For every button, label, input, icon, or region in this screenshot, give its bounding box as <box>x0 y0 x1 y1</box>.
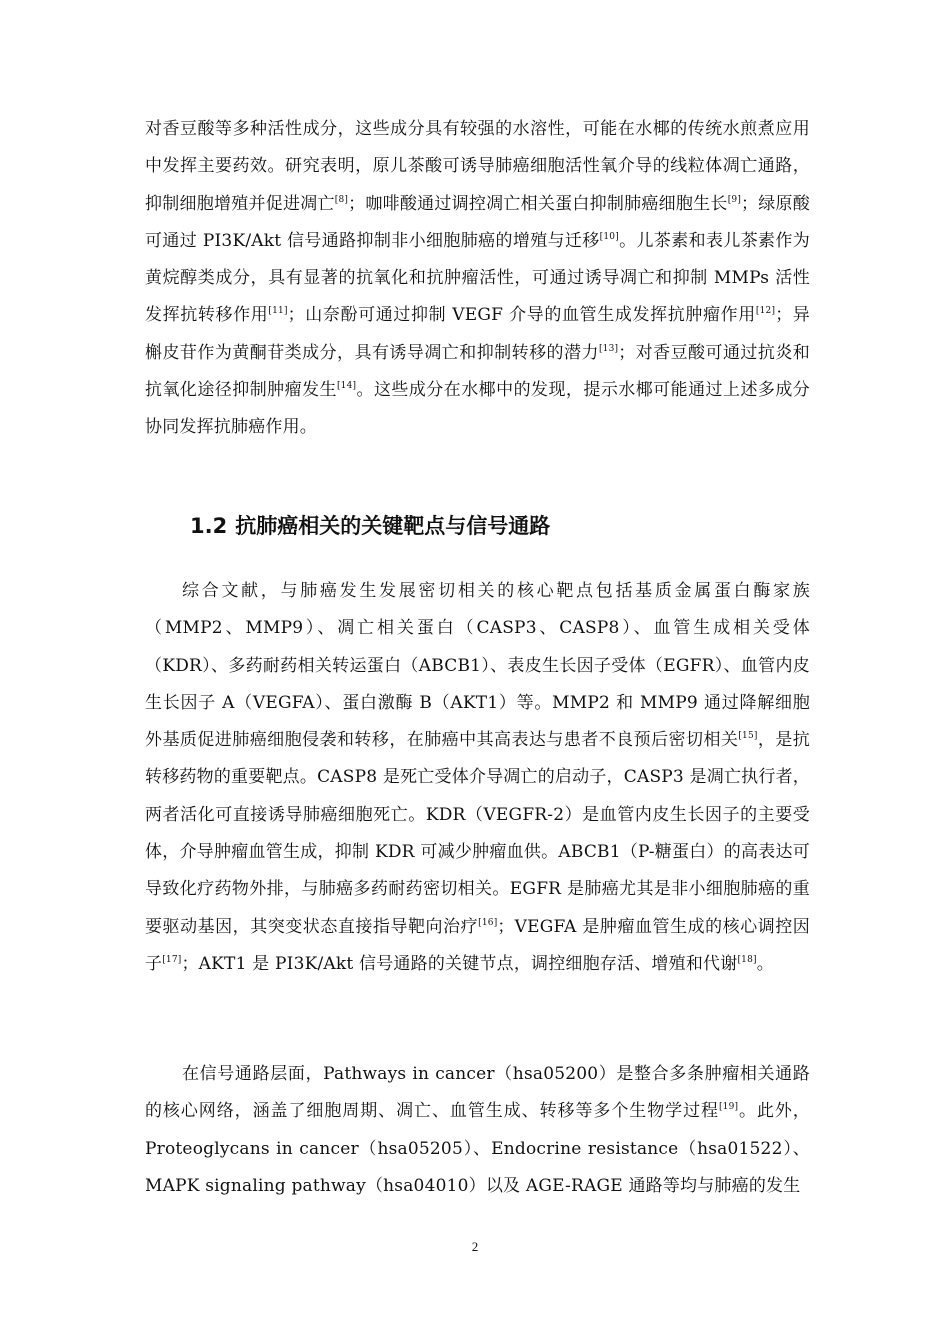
citation: [16] <box>478 917 498 928</box>
citation: [19] <box>718 1102 739 1113</box>
citation: [10] <box>599 231 619 242</box>
citation: [18] <box>737 954 757 965</box>
paragraph-active-components <box>145 111 810 447</box>
citation: [11] <box>268 306 288 317</box>
citation: [17] <box>162 954 182 965</box>
paragraph-signaling-pathways <box>145 1056 810 1205</box>
section-number: 1.2 <box>190 514 228 538</box>
text-segment: 。这些成分在水椰中的发现，提示水椰可能通过上述多成分协同发挥抗肺癌作用。 <box>145 380 810 438</box>
citation: [13] <box>598 343 619 354</box>
section-heading <box>190 508 550 544</box>
citation: [12] <box>755 306 776 317</box>
citation: [14] <box>336 381 357 392</box>
text-segment: ；绿原酸可通过 PI3K/Akt 信号通路抑制非小细胞肺癌的增殖与迁移 <box>145 193 811 251</box>
text-segment: 。此外，Proteoglycans in cancer（hsa05205）、Endocrine resistance（hsa01522）、MAPK signaling pathway（hsa04010）以及 AGE-RAGE 通路等均与肺癌的发生 <box>145 1101 810 1196</box>
citation: [9] <box>727 194 742 205</box>
text-segment: 。儿茶素和表儿茶素作为黄烷醇类成分，具有显著的抗氧化和抗肿瘤活性，可通过诱导凋亡和抑制 MMPs 活性发挥抗转移作用 <box>145 230 810 326</box>
citation: [8] <box>334 194 349 205</box>
text-segment: 综合文献，与肺癌发生发展密切相关的核心靶点包括基质金属蛋白酶家族（MMP2、MMP9）、凋亡相关蛋白（CASP3、CASP8）、血管生成相关受体（KDR）、多药耐药相关转运蛋白（ABCB1）、表皮生长因子受体（EGFR）、血管内皮生长因子 A（VEGFA）、蛋白激酶 B（AKT1）等。MMP2 和 MMP9 通过降解细胞外基质促进肺癌细胞侵袭和转移，在肺癌中其高表达与患者不良预后密切相关 <box>145 581 810 751</box>
page-number: 2 <box>471 1239 479 1254</box>
text-segment: 在信号通路层面，Pathways in cancer（hsa05200）是整合多条肿瘤相关通路的核心网络，涵盖了细胞周期、凋亡、血管生成、转移等多个生物学过程 <box>145 1064 810 1122</box>
text-segment: ；咖啡酸通过调控凋亡相关蛋白抑制肺癌细胞生长 <box>348 193 728 214</box>
text-segment: ；山奈酚可通过抑制 VEGF 介导的血管生成发挥抗肿瘤作用 <box>287 305 756 326</box>
section-title: 抗肺癌相关的关键靶点与信号通路 <box>235 514 551 538</box>
text-segment: 。 <box>756 953 774 974</box>
text-segment: 对香豆酸等多种活性成分，这些成分具有较强的水溶性，可能在水椰的传统水煎煮应用中发挥主要药效。研究表明，原儿茶酸可诱导肺癌细胞活性氧介导的线粒体凋亡通路，抑制细胞增殖并促进凋亡 <box>145 119 810 214</box>
paragraph-key-targets <box>145 573 810 983</box>
text-segment: ；异槲皮苷作为黄酮苷类成分，具有诱导凋亡和抑制转移的潜力 <box>145 305 811 363</box>
text-segment: ，是抗转移药物的重要靶点。CASP8 是死亡受体介导凋亡的启动子，CASP3 是凋亡执行者，两者活化可直接诱导肺癌细胞死亡。KDR（VEGFR-2）是血管内皮生长因子的主要受体，介导肿瘤血管生成，抑制 KDR 可减少肿瘤血供。ABCB1（P-糖蛋白）的高表达可导致化疗药物外排，与肺癌多药耐药密切相关。EGFR 是肺癌尤其是非小细胞肺癌的重要驱动基因，其突变状态直接指导靶向治疗 <box>145 730 810 937</box>
text-segment: ；AKT1 是 PI3K/Akt 信号通路的关键节点，调控细胞存活、增殖和代谢 <box>181 953 738 974</box>
citation: [15] <box>738 731 758 742</box>
text-segment: ；对香豆酸可通过抗炎和抗氧化途径抑制肿瘤发生 <box>145 342 811 401</box>
text-segment: ；VEGFA 是肿瘤血管生成的核心调控因子 <box>145 916 810 974</box>
